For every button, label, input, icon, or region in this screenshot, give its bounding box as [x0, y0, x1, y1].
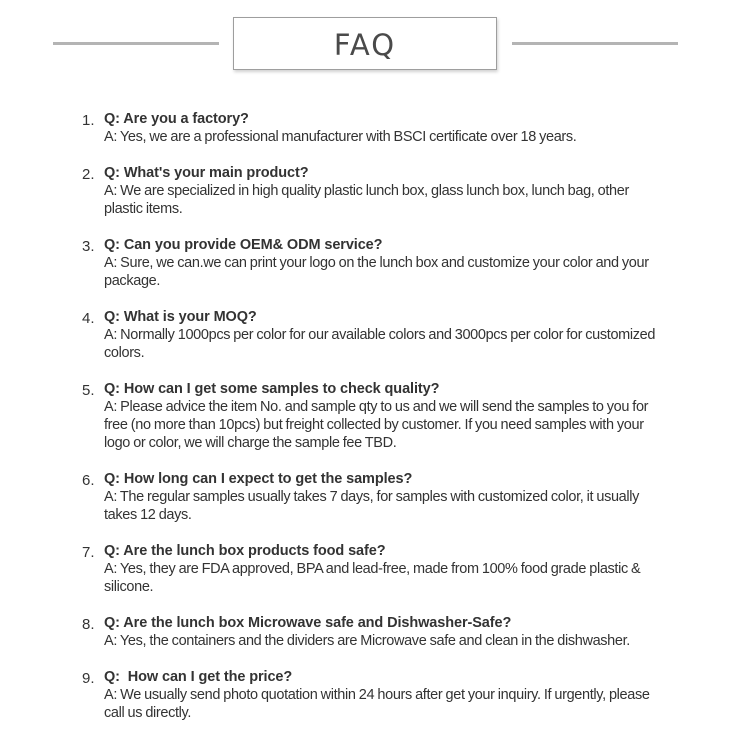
faq-answer: A: Please advice the item No. and sample qty to us and we will send the samples to you for free (no more than 10pcs) but freight collected by customer. If you need samples with your logo or color, we will charge the sample fee TBD. — [104, 399, 649, 451]
title-box — [233, 17, 497, 70]
faq-question: Q: How can I get some samples to check quality? — [104, 381, 440, 397]
faq-question: Q: Are the lunch box products food safe? — [104, 543, 386, 559]
faq-number: 1. — [82, 112, 95, 129]
faq-answer: A: The regular samples usually takes 7 days, for samples with customized color, it usually takes 12 days. — [104, 489, 640, 523]
faq-question: Q: How can I get the price? — [104, 669, 293, 685]
faq-question: Q: What's your main product? — [104, 165, 309, 181]
faq-number: 6. — [82, 472, 95, 489]
faq-answer: A: Sure, we can.we can print your logo on the lunch box and customize your color and your package. — [104, 255, 649, 289]
page-title: FAQ — [333, 27, 397, 62]
faq-number: 7. — [82, 544, 95, 561]
faq-answer: A: Yes, they are FDA approved, BPA and lead-free, made from 100% food grade plastic & silicone. — [104, 561, 641, 595]
faq-answer: A: Yes, we are a professional manufacturer with BSCI certificate over 18 years. — [104, 129, 577, 145]
faq-question: Q: Are the lunch box Microwave safe and Dishwasher-Safe? — [104, 615, 512, 631]
faq-answer: A: We are specialized in high quality plastic lunch box, glass lunch box, lunch bag, other plastic items. — [104, 183, 629, 217]
faq-answer: A: We usually send photo quotation within 24 hours after get your inquiry. If urgently, please call us directly. — [104, 687, 650, 721]
faq-number: 3. — [82, 238, 95, 255]
faq-number: 2. — [82, 166, 95, 183]
faq-number: 8. — [82, 616, 95, 633]
faq-answer: A: Normally 1000pcs per color for our available colors and 3000pcs per color for customized colors. — [104, 327, 656, 361]
faq-answer: A: Yes, the containers and the dividers are Microwave safe and clean in the dishwasher. — [104, 633, 630, 649]
faq-number: 4. — [82, 310, 95, 327]
faq-question: Q: What is your MOQ? — [104, 309, 257, 325]
faq-question: Q: How long can I expect to get the samples? — [104, 471, 413, 487]
faq-question: Q: Are you a factory? — [104, 111, 249, 127]
faq-number: 5. — [82, 382, 95, 399]
header-divider-right — [512, 42, 678, 45]
faq-number: 9. — [82, 670, 95, 687]
header-divider-left — [53, 42, 219, 45]
faq-question: Q: Can you provide OEM& ODM service? — [104, 237, 383, 253]
faq-header — [0, 0, 750, 80]
